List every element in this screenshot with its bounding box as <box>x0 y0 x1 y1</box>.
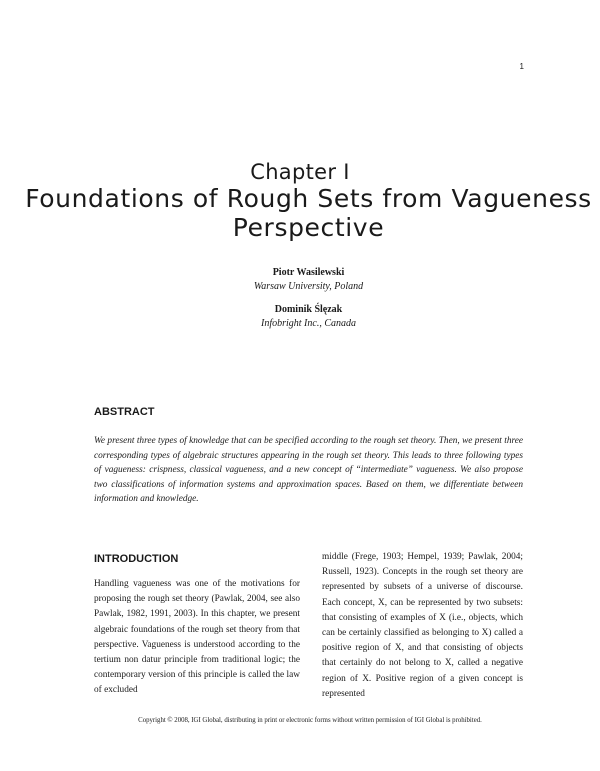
abstract-heading: ABSTRACT <box>94 406 155 418</box>
author-affiliation: Warsaw University, Poland <box>253 281 364 292</box>
copyright-footer: Copyright © 2008, IGI Global, distributing in print or electronic forms without written permission of IGI Global is prohibited. <box>138 717 482 724</box>
chapter-title: Foundations of Rough Sets from Vagueness Perspective <box>25 184 592 242</box>
introduction-right-column: middle (Frege, 1903; Hempel, 1939; Pawlak, 2004; Russell, 1923). Concepts in the rough set theory are represented by subsets of a universe of discourse. Each concept, X, can be represented by two subsets: that consisting of examples of X (i.e., objects, which can be certainly classified as belonging to X) called a positive region of X, and that consisting of objects that certainly do not belong to X, called a negative region of X. Positive region of a given concept is represented <box>322 552 523 699</box>
introduction-left-column: Handling vagueness was one of the motivations for proposing the rough set theory (Pawlak, 2004, see also Pawlak, 1982, 1991, 2003). In this chapter, we present algebraic foundations of the rough set theory from that perspective. Vagueness is understood according to the tertium non datur principle from traditional logic; the contemporary version of this principle is called the law of excluded <box>94 579 300 696</box>
author-name: Piotr Wasilewski <box>272 267 345 278</box>
author-block <box>0 303 600 331</box>
author-affiliation: Infobright Inc., Canada <box>261 318 356 329</box>
author-name: Dominik Ślęzak <box>274 304 343 315</box>
page-number: 1 <box>519 62 524 71</box>
introduction-heading: INTRODUCTION <box>94 553 179 565</box>
chapter-label: Chapter I <box>250 160 350 184</box>
author-block <box>0 266 600 294</box>
abstract-text: We present three types of knowledge that can be specified according to the rough set theory. Then, we present three corresponding types of algebraic structures appearing in the rough set theory. This leads to three following types of vagueness: crispness, classical vagueness, and a new concept of “intermediate” vagueness. We also propose two classifications of information systems and approximation spaces. Based on them, we differentiate between information and knowledge. <box>94 436 523 504</box>
